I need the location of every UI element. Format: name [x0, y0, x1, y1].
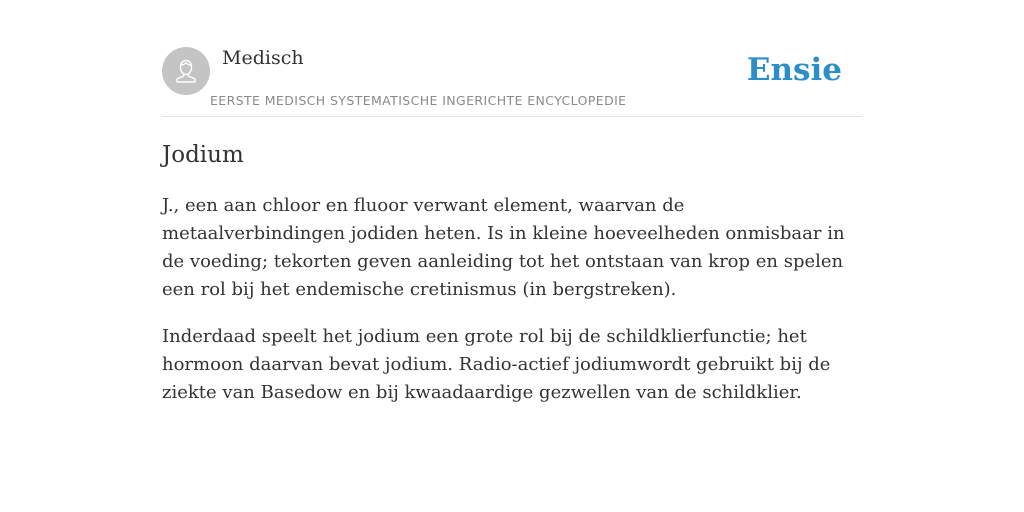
user-avatar-icon — [171, 56, 201, 86]
author-avatar[interactable] — [162, 47, 210, 95]
header — [162, 40, 862, 117]
article-paragraph: J., een aan chloor en fluoor verwant element, waarvan de metaalverbindingen jodiden heten. Is in kleine hoeveelheden onmisbaar in de voeding; tekorten geven aanleiding tot het ontstaan van krop en spelen een rol bij het endemische cretinismus (in bergstreken). — [162, 195, 845, 300]
author-name[interactable]: Medisch — [222, 47, 304, 69]
ensie-logo[interactable]: Ensie — [746, 52, 842, 88]
article-title: Jodium — [162, 142, 244, 168]
article-body — [162, 192, 862, 426]
author-subtitle: EERSTE MEDISCH SYSTEMATISCHE INGERICHTE ENCYCLOPEDIE — [210, 93, 627, 108]
article-paragraph: Inderdaad speelt het jodium een grote rol bij de schildklierfunctie; het hormoon daarvan bevat jodium. Radio-actief jodiumwordt gebruikt bij de ziekte van Basedow en bij kwaadaardige gezwellen van de schildklier. — [162, 326, 831, 403]
